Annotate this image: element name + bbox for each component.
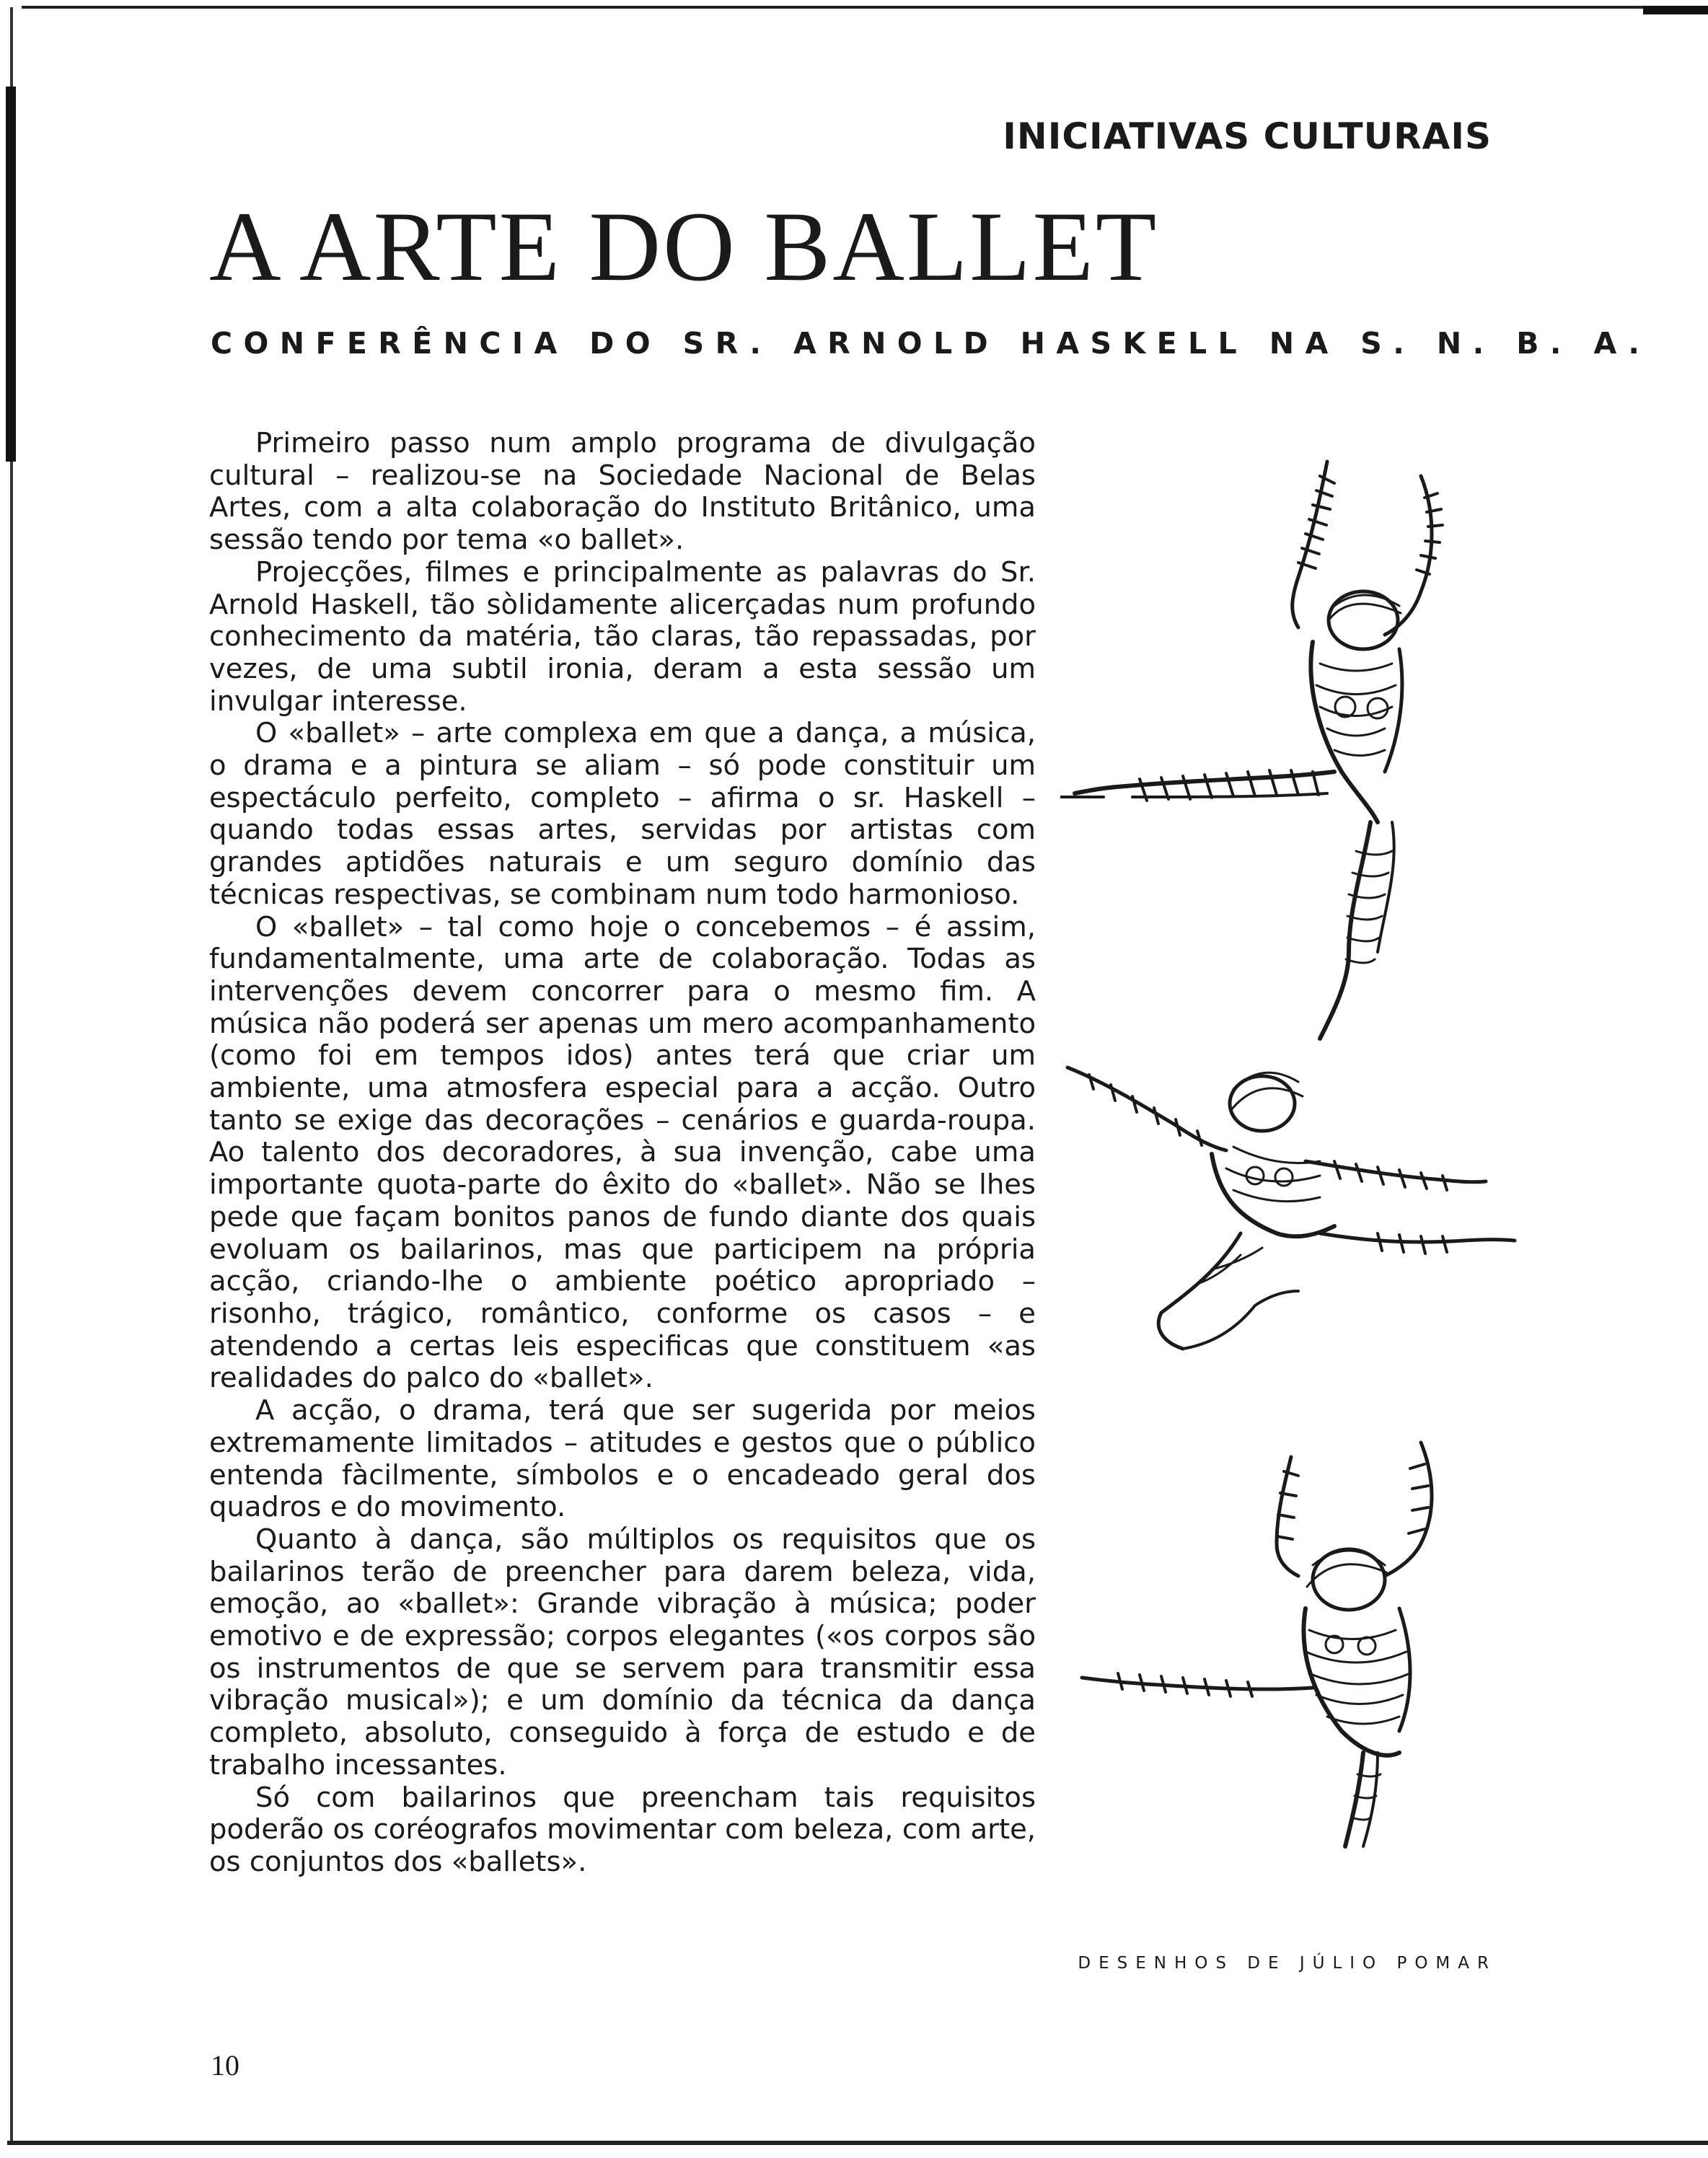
paragraph-3: O «ballet» – arte complexa em que a dança, a música, o drama e a pintura se aliam – só pode constituir um espectáculo perfeito, completo – afirma o sr. Haskell – quando todas essas artes, servidas por artistas com grandes aptidões naturais e um seguro domínio das técnicas respectivas, se combinam num todo harmonioso. — [209, 717, 1036, 911]
dancer-sketch-2 — [1060, 1053, 1522, 1399]
dancer-sketch-3 — [1060, 1414, 1522, 1861]
article-subheadline: CONFERÊNCIA DO SR. ARNOLD HASKELL NA S. N. B. A. — [211, 326, 1651, 361]
paragraph-5: A acção, o drama, terá que ser sugerida por meios extremamente limitados – atitudes e gestos que o público entenda fàcilmente, símbolos e o encadeado geral dos quadros e do movimento. — [209, 1394, 1036, 1524]
scan-edge-left-shadow — [6, 87, 16, 462]
paragraph-4: O «ballet» – tal como hoje o concebemos – é assim, fundamentalmente, uma arte de colaboração. Todas as intervenções devem concorrer para o mesmo fim. A música não poderá ser apenas um mero acompanhamento (como foi em tempos idos) antes terá que criar um ambiente, uma atmosfera especial para a acção. Outro tanto se exige das decorações – cenários e guarda-roupa. Ao talento dos decoradores, à sua invenção, cabe uma importante quota-parte do êxito do «ballet». Não se lhes pede que façam bonitos panos de fundo diante dos quais evoluam os bailarinos, mas que participem na própria acção, criando-lhe o ambiente poético apropriado – risonho, trágico, romântico, conforme os casos – e atendendo a certas leis especificas que constituem «as realidades do palco do «ballet». — [209, 910, 1036, 1395]
dancer-sketch-1 — [1060, 433, 1522, 1046]
scan-edge-top — [22, 6, 1708, 9]
section-label: INICIATIVAS CULTURAIS — [1003, 115, 1492, 157]
paragraph-1: Primeiro passo num amplo programa de divulgação cultural – realizou-se na Sociedade Nacional de Belas Artes, com a alta colaboração do Instituto Britânico, uma sessão tendo por tema «o ballet». — [209, 427, 1036, 557]
scan-edge-bottom — [7, 2141, 1708, 2145]
paragraph-6: Quanto à dança, são múltiplos os requisitos que os bailarinos terão de preencher para darem beleza, vida, emoção, ao «ballet»: Grande vibração à música; poder emotivo e de expressão; corpos elegantes («os corpos são os instrumentos de que se servem para transmitir essa vibração musical»); e um domínio da técnica da dança completo, absoluto, conseguido à força de estudo e de trabalho incessantes. — [209, 1523, 1036, 1782]
paragraph-7: Só com bailarinos que preencham tais requisitos poderão os coréografos movimentar com beleza, com arte, os conjuntos dos «ballets». — [209, 1781, 1036, 1878]
paragraph-2: Projecções, filmes e principalmente as palavras do Sr. Arnold Haskell, tão sòlidamente alicerçadas num profundo conhecimento da matéria, tão claras, tão repassadas, por vezes, de uma subtil ironia, deram a esta sessão um invulgar interesse. — [209, 555, 1036, 718]
scan-edge-top-right — [1643, 6, 1708, 14]
illustrations-column — [1060, 433, 1522, 1947]
illustration-credit: DESENHOS DE JÚLIO POMAR — [1078, 1954, 1497, 1973]
article-headline: A ARTE DO BALLET — [209, 191, 1159, 301]
article-body — [209, 428, 1036, 1879]
page-number: 10 — [211, 2049, 239, 2082]
